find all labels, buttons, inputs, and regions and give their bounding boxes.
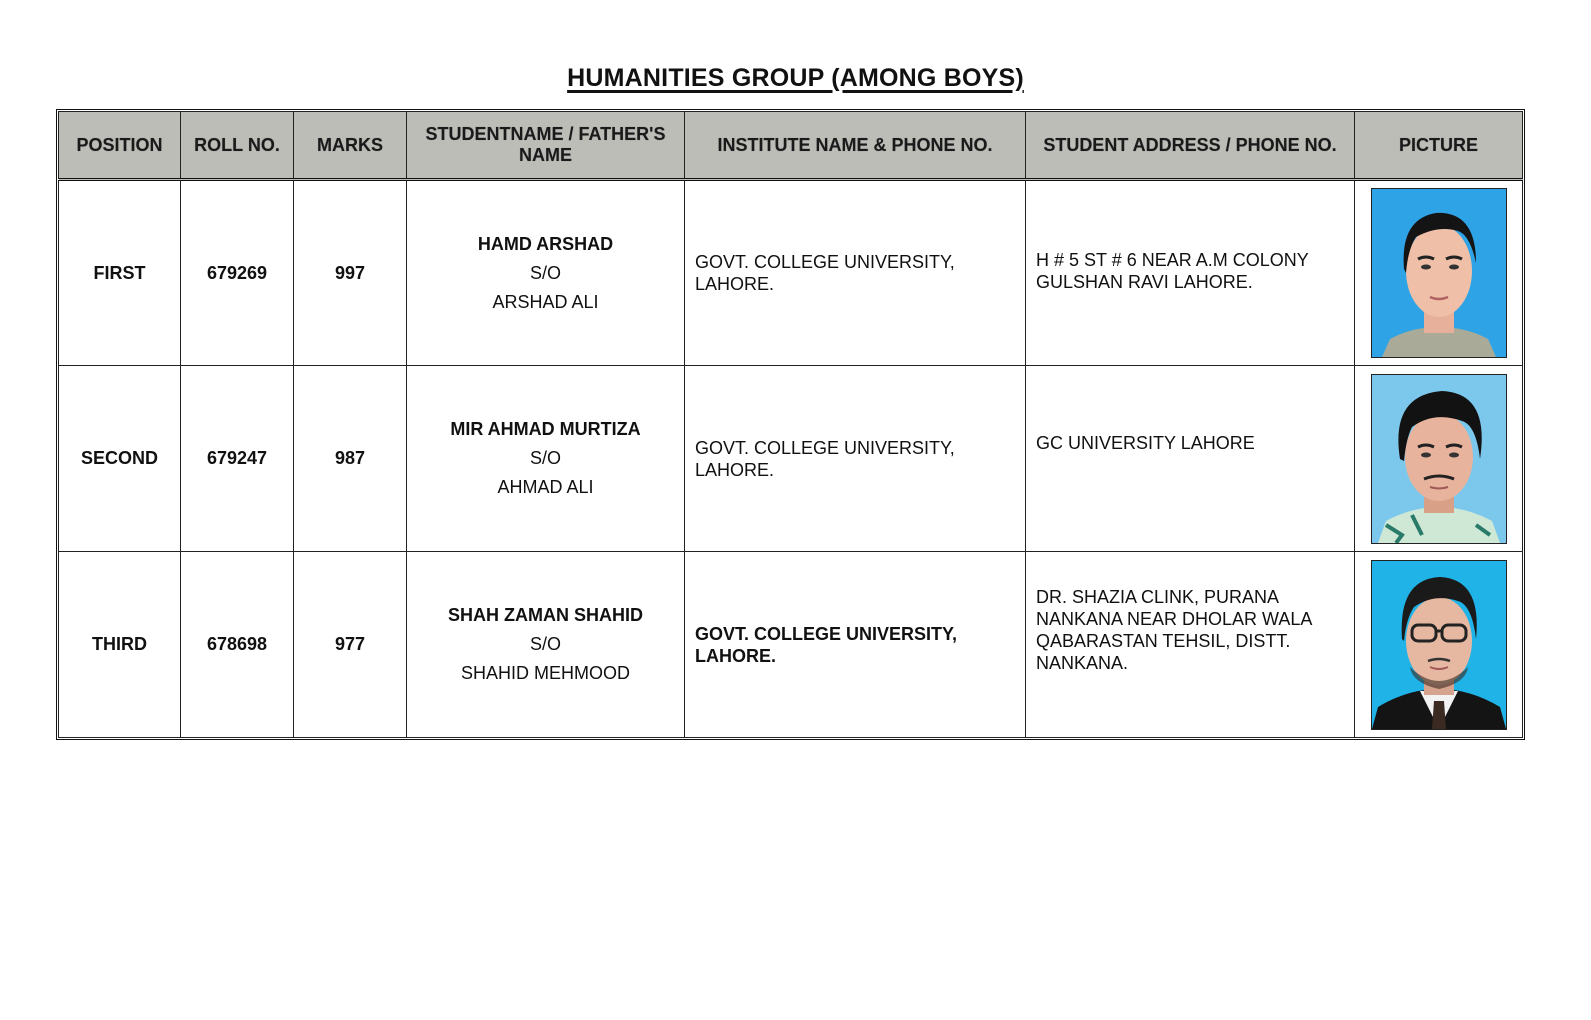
- position-cell: THIRD: [59, 552, 181, 738]
- address-line: GULSHAN RAVI LAHORE.: [1036, 272, 1253, 292]
- marks-cell: 987: [294, 366, 407, 552]
- institute-cell: [685, 552, 1026, 738]
- roll-no-cell: 679269: [181, 180, 294, 366]
- relation: S/O: [529, 634, 561, 654]
- page-title: [0, 64, 1591, 93]
- picture-cell: [1355, 180, 1523, 366]
- student-photo-image: [1372, 375, 1506, 543]
- marks-cell: 997: [294, 180, 407, 366]
- results-table-container: [56, 109, 1525, 740]
- institute-cell: [685, 366, 1026, 552]
- address-line: H # 5 ST # 6 NEAR A.M COLONY: [1036, 250, 1309, 270]
- position-cell: SECOND: [59, 366, 181, 552]
- header-picture: PICTURE: [1355, 112, 1523, 180]
- picture-cell: [1355, 552, 1523, 738]
- institute-cell: [685, 180, 1026, 366]
- student-photo: [1371, 560, 1507, 730]
- address-line: QABARASTAN TEHSIL, DISTT.: [1036, 631, 1291, 651]
- address-cell: [1026, 552, 1355, 738]
- table-row: [59, 552, 1523, 738]
- relation: S/O: [529, 262, 561, 283]
- roll-no-cell: 678698: [181, 552, 294, 738]
- institute-line: LAHORE.: [695, 645, 776, 666]
- address-cell: [1026, 180, 1355, 366]
- institute-line: LAHORE.: [695, 459, 775, 480]
- header-address: STUDENT ADDRESS / PHONE NO.: [1026, 112, 1355, 180]
- institute-line: GOVT. COLLEGE UNIVERSITY,: [695, 437, 955, 458]
- address-cell: [1026, 366, 1355, 552]
- header-row: [59, 112, 1523, 180]
- table-header: [59, 112, 1523, 180]
- table-row: [59, 366, 1523, 552]
- header-student-name: STUDENTNAME / FATHER'S NAME: [407, 112, 685, 180]
- address-line: GC UNIVERSITY LAHORE: [1036, 433, 1255, 453]
- roll-no-cell: 679247: [181, 366, 294, 552]
- student-name: HAMD ARSHAD: [477, 233, 614, 254]
- address-line: NANKANA.: [1036, 653, 1129, 673]
- father-name: AHMAD ALI: [497, 477, 594, 497]
- institute-line: LAHORE.: [695, 274, 775, 294]
- student-name-cell: [407, 180, 685, 366]
- student-name-cell: [407, 552, 685, 738]
- address-line: DR. SHAZIA CLINK, PURANA: [1036, 587, 1280, 607]
- picture-cell: [1355, 366, 1523, 552]
- results-table: [58, 111, 1523, 738]
- page-title-text: HUMANITIES GROUP (AMONG BOYS): [567, 64, 1024, 92]
- header-roll-no: ROLL NO.: [181, 112, 294, 180]
- header-position: POSITION: [59, 112, 181, 180]
- student-photo: [1371, 188, 1507, 358]
- address-line: NANKANA NEAR DHOLAR WALA: [1036, 609, 1313, 629]
- table-row: [59, 180, 1523, 366]
- student-name: SHAH ZAMAN SHAHID: [448, 605, 643, 625]
- marks-cell: 977: [294, 552, 407, 738]
- student-photo: [1371, 374, 1507, 544]
- institute-line: GOVT. COLLEGE UNIVERSITY,: [695, 252, 955, 272]
- institute-line: GOVT. COLLEGE UNIVERSITY,: [695, 623, 958, 644]
- student-photo-image: [1372, 189, 1506, 357]
- relation: S/O: [529, 448, 561, 468]
- position-cell: FIRST: [59, 180, 181, 366]
- student-name-cell: [407, 366, 685, 552]
- header-institute: INSTITUTE NAME & PHONE NO.: [685, 112, 1026, 180]
- student-name: MIR AHMAD MURTIZA: [450, 419, 641, 439]
- father-name: ARSHAD ALI: [492, 291, 599, 312]
- student-photo-image: [1372, 561, 1506, 729]
- father-name: SHAHID MEHMOOD: [460, 663, 630, 683]
- header-marks: MARKS: [294, 112, 407, 180]
